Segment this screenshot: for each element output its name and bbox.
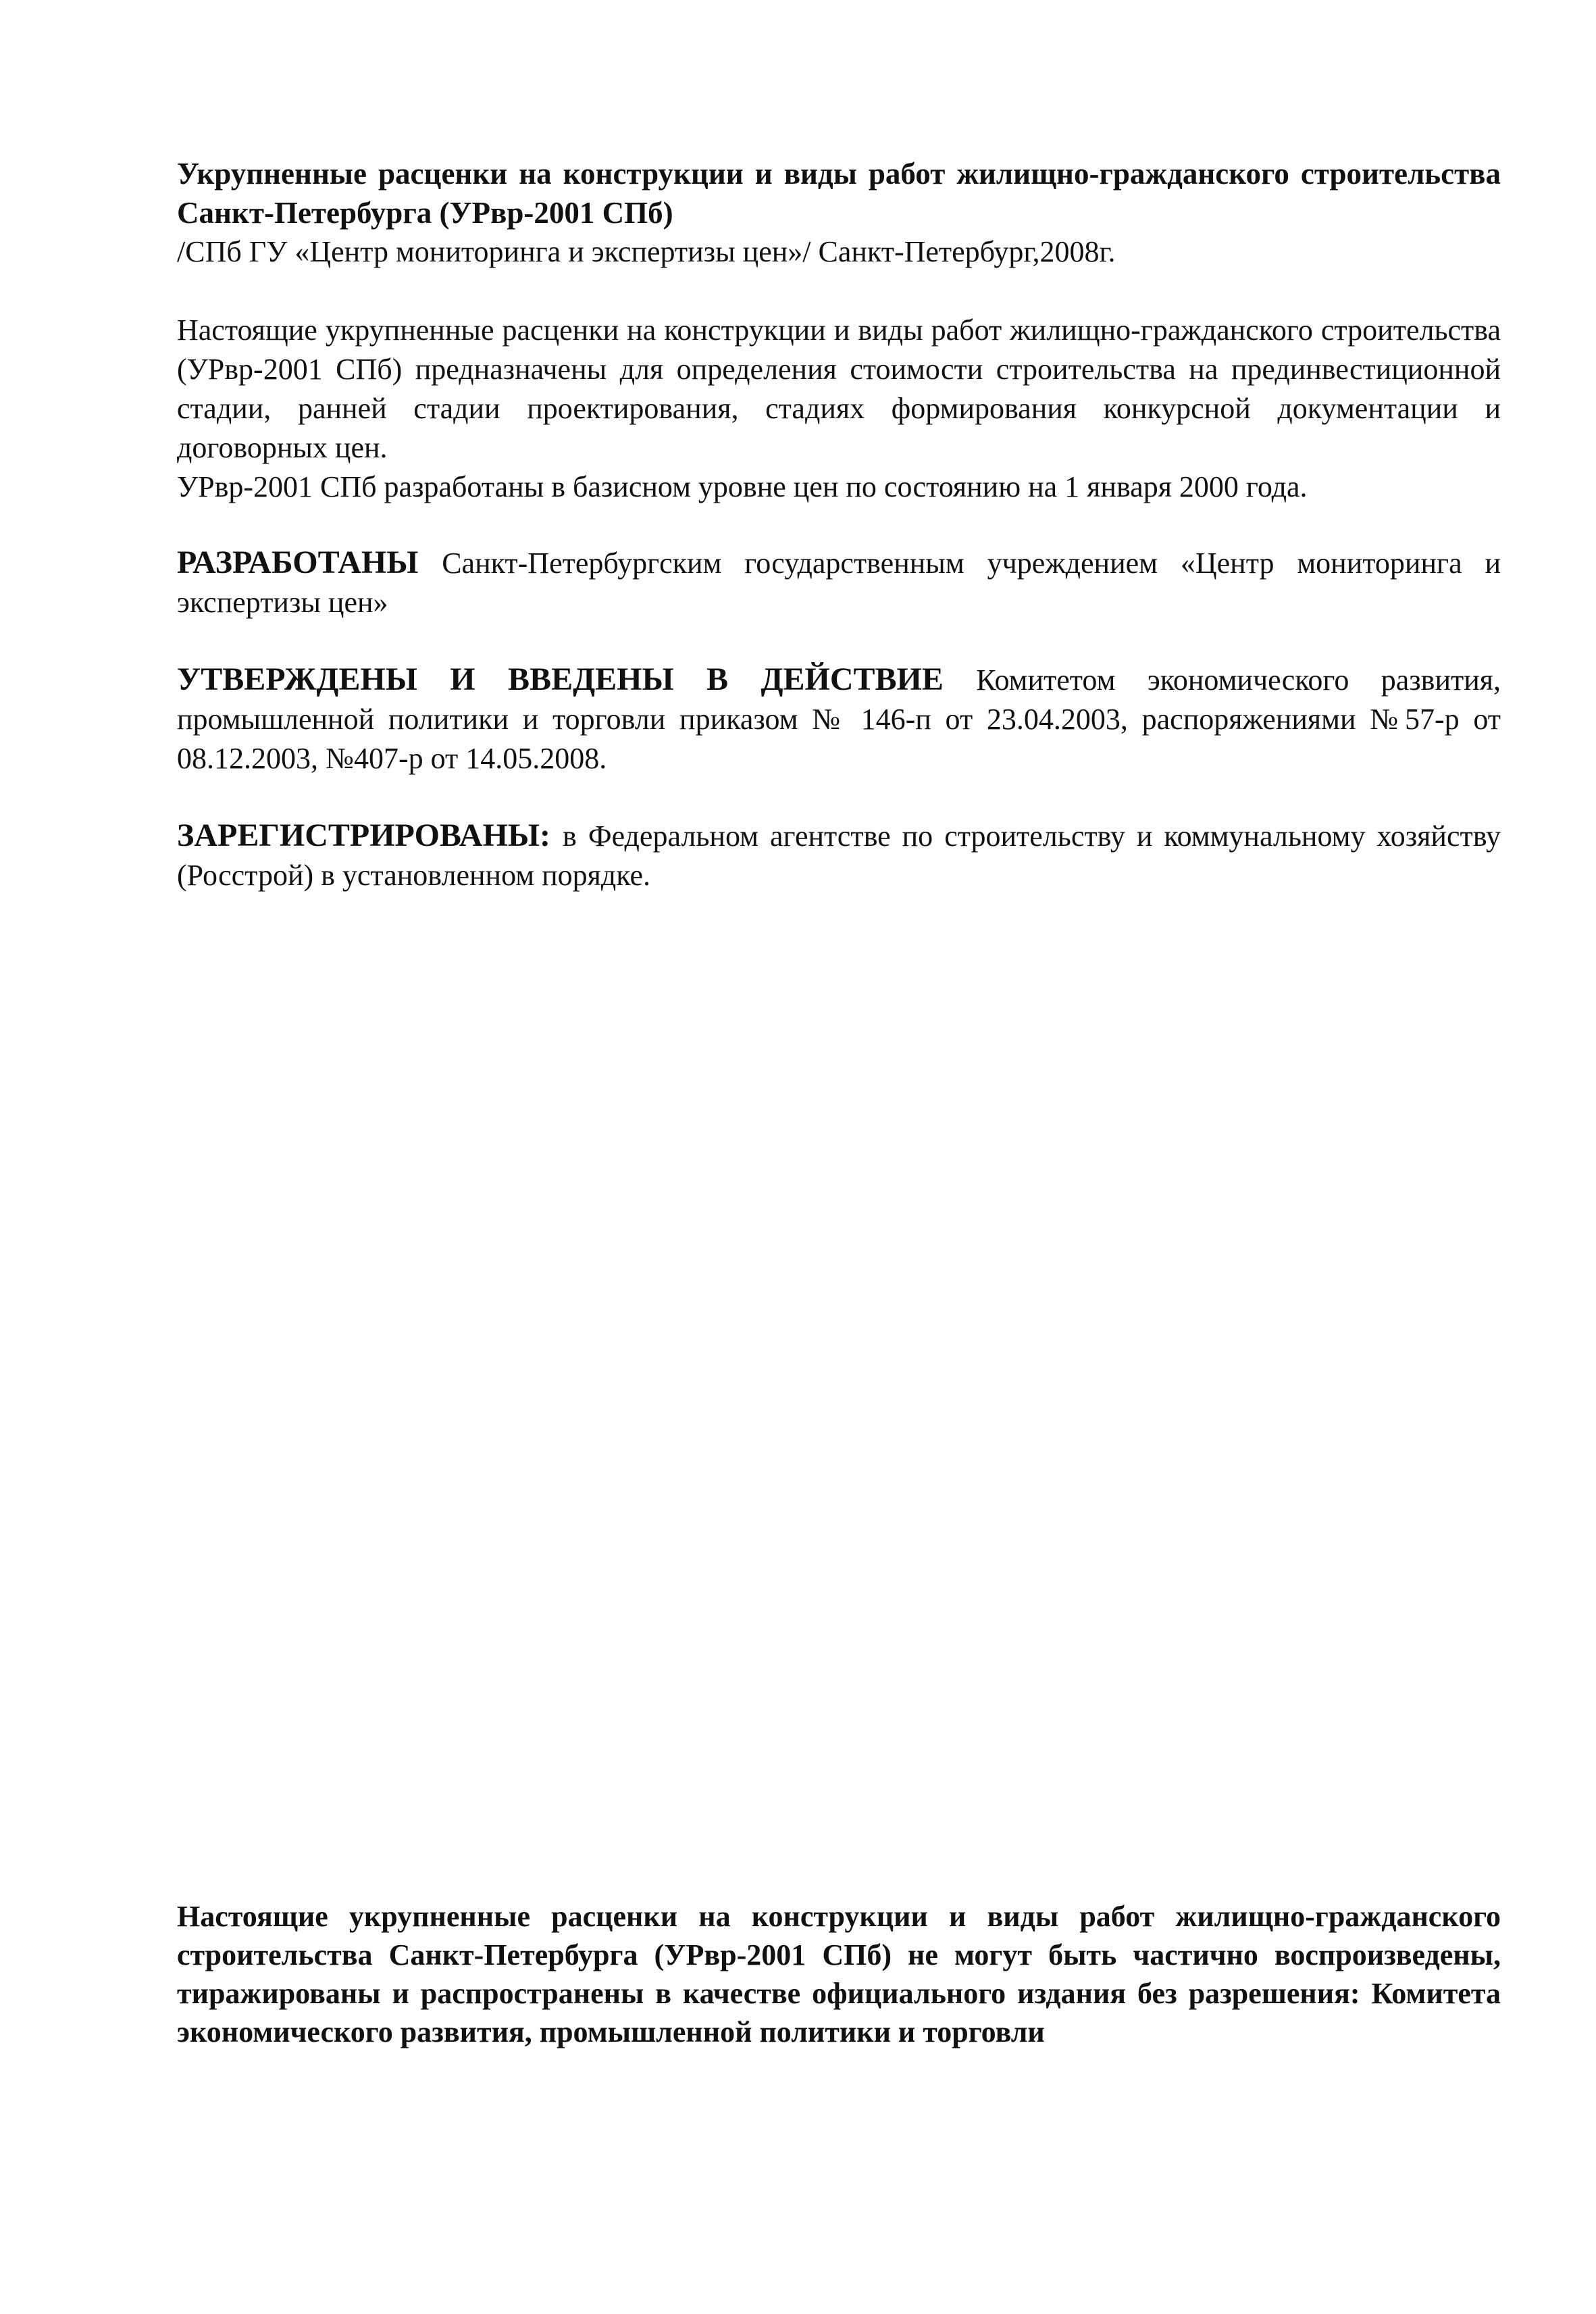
approved-text: Комитетом экономического развития, промышленной политики и торговли приказом № 146-п от 23.04.2003, распоряжениями №57-р от 08.12.2003, №407-р от 14.05.2008. bbox=[177, 663, 1501, 775]
copyright-notice-text: Настоящие укрупненные расценки на конструкции и виды работ жилищно-гражданского строительства Санкт-Петербурга (УРвр-2001 СПб) не могут быть частично воспроизведены, тиражированы и распространены в качестве официального издания без разрешения: Комитета экономического развития, промышленной политики и торговли bbox=[177, 1900, 1501, 2048]
document-body bbox=[177, 154, 1501, 895]
document-title: Укрупненные расценки на конструкции и виды работ жилищно-гражданского строительства Санкт-Петербурга (УРвр-2001 СПб) bbox=[177, 157, 1501, 230]
approved-label: УТВЕРЖДЕНЫ И ВВЕДЕНЫ В ДЕЙСТВИЕ bbox=[177, 661, 977, 697]
copyright-notice bbox=[177, 1897, 1501, 2051]
developed-paragraph bbox=[177, 543, 1501, 622]
registered-label: ЗАРЕГИСТРИРОВАНЫ: bbox=[177, 818, 563, 853]
purpose-paragraph: Настоящие укрупненные расценки на конструкции и виды работ жилищно-гражданского строительства (УРвр-2001 СПб) предназначены для определения стоимости строительства на прединвестиционной стадии, ранней стадии проектирования, стадиях формирования конкурсной документации и договорных цен. bbox=[177, 313, 1501, 464]
developed-label: РАЗРАБОТАНЫ bbox=[177, 545, 442, 580]
registered-text: в Федеральном агентстве по строительству и коммунальному хозяйству (Росстрой) в установленном порядке. bbox=[177, 820, 1501, 892]
registered-paragraph bbox=[177, 816, 1501, 895]
publisher-line: /СПб ГУ «Центр мониторинга и экспертизы цен»/ Санкт-Петербург,2008г. bbox=[177, 235, 1116, 268]
developed-text: Санкт-Петербургским государственным учреждением «Центр мониторинга и экспертизы цен» bbox=[177, 547, 1501, 619]
base-level-paragraph: УРвр-2001 СПб разработаны в базисном уровне цен по состоянию на 1 января 2000 года. bbox=[177, 470, 1308, 503]
approved-paragraph bbox=[177, 660, 1501, 778]
